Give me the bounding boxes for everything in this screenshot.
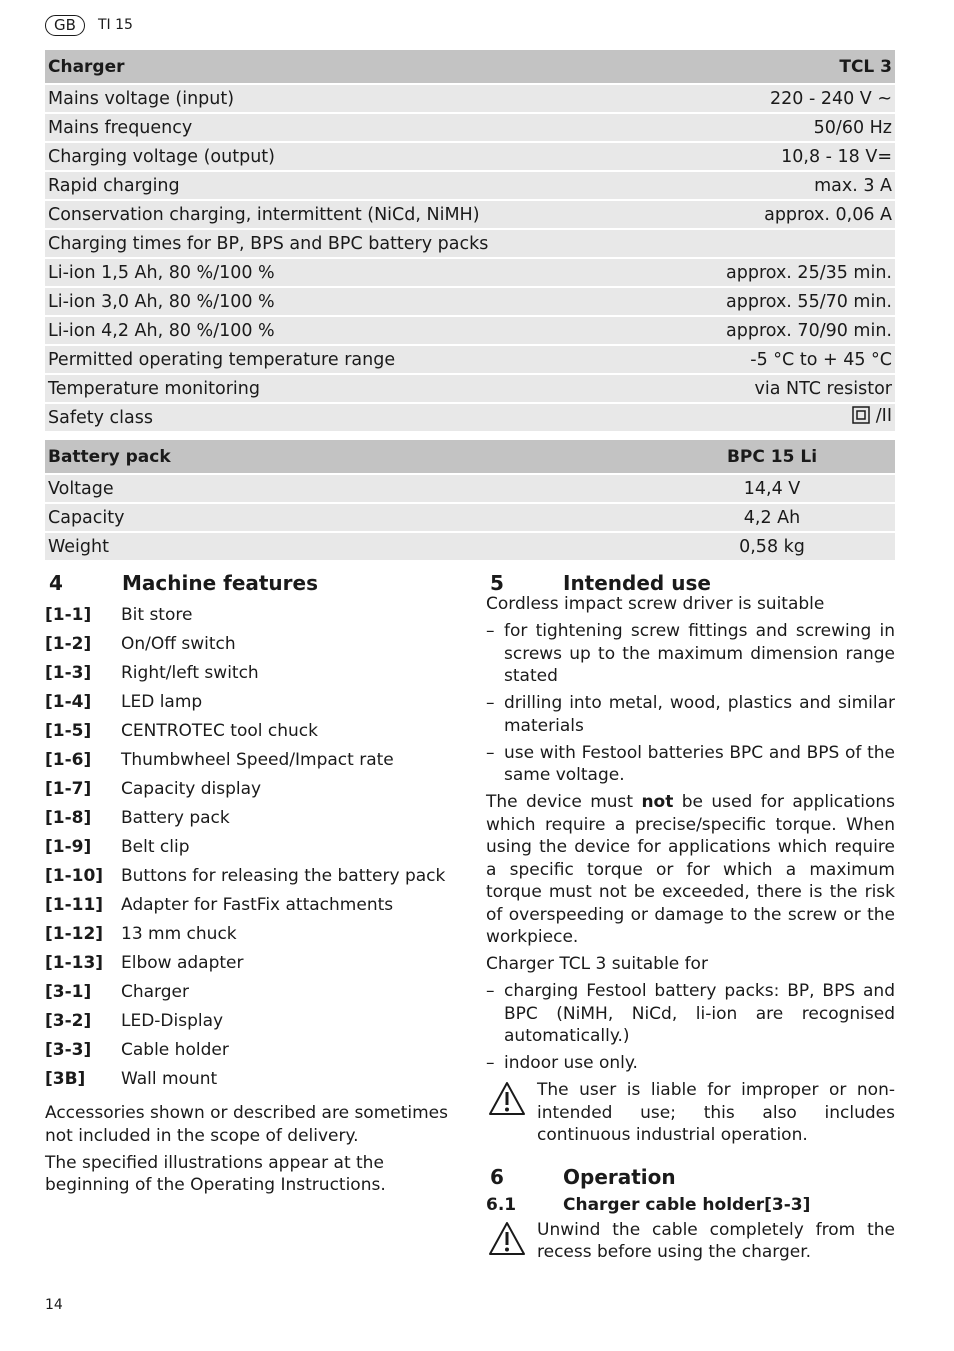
- feature-item: [45, 746, 457, 775]
- spec-label: Capacity: [45, 504, 649, 533]
- double-insulation-icon: [852, 406, 870, 429]
- feature-code: [1-4]: [45, 692, 92, 713]
- spec-value: TCL 3: [659, 50, 895, 85]
- feature-label: LED lamp: [121, 692, 203, 713]
- spec-label: Charging voltage (output): [45, 143, 659, 172]
- section-number: 4: [49, 571, 63, 595]
- spec-value: 4,2 Ah: [649, 504, 895, 533]
- spec-value: approx. 70/90 min.: [659, 317, 895, 346]
- feature-label: Elbow adapter: [121, 953, 244, 974]
- language-badge: GB: [45, 15, 85, 36]
- table-row: [45, 230, 895, 259]
- feature-label: Wall mount: [121, 1069, 218, 1090]
- feature-code: [1-5]: [45, 721, 92, 742]
- bullet-item: – drilling into metal, wood, plastics and similar materials: [486, 692, 895, 737]
- feature-label: Belt clip: [121, 837, 190, 858]
- safety-class-value: /II: [875, 406, 892, 426]
- feature-code: [1-3]: [45, 663, 92, 684]
- feature-item: [45, 833, 457, 862]
- feature-label: 13 mm chuck: [121, 924, 237, 945]
- table-header-row: [45, 50, 895, 85]
- spec-value: 220 - 240 V ~: [659, 85, 895, 114]
- feature-code: [3-2]: [45, 1011, 92, 1032]
- feature-label: Thumbwheel Speed/Impact rate: [121, 750, 394, 771]
- feature-item: [45, 920, 457, 949]
- charger-spec-table: [45, 50, 895, 433]
- feature-label: Charger: [121, 982, 189, 1003]
- feature-item: [45, 1036, 457, 1065]
- feature-item: [45, 775, 457, 804]
- feature-label: CENTROTEC tool chuck: [121, 721, 318, 742]
- spec-label: Charging times for BP, BPS and BPC battery packs: [45, 230, 659, 259]
- feature-item: [45, 601, 457, 630]
- feature-code: [1-2]: [45, 634, 92, 655]
- feature-item: [45, 659, 457, 688]
- document-code: TI 15: [98, 17, 133, 33]
- section-title: Machine features: [122, 571, 319, 595]
- feature-label: Cable holder: [121, 1040, 229, 1061]
- table-row: [45, 346, 895, 375]
- charger-use-list: [486, 980, 895, 1075]
- feature-code: [1-1]: [45, 605, 92, 626]
- feature-item: [45, 1065, 457, 1094]
- feature-label: Bit store: [121, 605, 193, 626]
- spec-label: Weight: [45, 533, 649, 562]
- spec-value: BPC 15 Li: [649, 440, 895, 475]
- spec-label: Battery pack: [45, 440, 649, 475]
- feature-code: [3B]: [45, 1069, 86, 1090]
- table-row: [45, 288, 895, 317]
- warning-text: Unwind the cable completely from the recess before using the charger.: [537, 1219, 895, 1262]
- feature-item: [45, 804, 457, 833]
- bullet-item: – for tightening screw fittings and screwing in screws up to the maximum dimension range stated: [486, 620, 895, 688]
- spec-value: approx. 0,06 A: [659, 201, 895, 230]
- table-row: [45, 114, 895, 143]
- intended-use-intro: Cordless impact screw driver is suitable: [486, 594, 825, 614]
- table-row: [45, 259, 895, 288]
- liability-warning: [486, 1079, 895, 1147]
- feature-item: [45, 630, 457, 659]
- bullet-item: – indoor use only.: [486, 1052, 895, 1075]
- spec-label: Mains voltage (input): [45, 85, 659, 114]
- warning-triangle-icon: [488, 1221, 528, 1264]
- spec-label: Permitted operating temperature range: [45, 346, 659, 375]
- warning-text: The user is liable for improper or non-intended use; this also includes continuous industrial operation.: [537, 1080, 895, 1145]
- feature-item: [45, 862, 457, 891]
- left-column: [45, 569, 457, 1201]
- table-row: [45, 533, 895, 562]
- spec-label: Conservation charging, intermittent (NiCd, NiMH): [45, 201, 659, 230]
- spec-value: max. 3 A: [659, 172, 895, 201]
- accessories-note: Accessories shown or described are sometimes not included in the scope of delivery.: [45, 1103, 448, 1146]
- subsection-number: 6.1: [486, 1194, 517, 1215]
- intended-use-list: [486, 620, 895, 787]
- feature-label: Buttons for releasing the battery pack: [121, 866, 446, 887]
- page-number: 14: [45, 1297, 63, 1313]
- spec-value: [659, 230, 895, 259]
- bullet-item: – charging Festool battery packs: BP, BPS and BPC (NiMH, NiCd, li-ion are recognised automatically.): [486, 980, 895, 1048]
- section-6-heading: [486, 1163, 895, 1191]
- spec-value: -5 °C to + 45 °C: [659, 346, 895, 375]
- charger-intro: Charger TCL 3 suitable for: [486, 954, 708, 974]
- table-row: [45, 404, 895, 433]
- table-row: [45, 375, 895, 404]
- subsection-6-1-heading: [486, 1193, 895, 1217]
- feature-code: [1-10]: [45, 866, 104, 887]
- spec-value: [659, 404, 895, 433]
- bullet-item: – use with Festool batteries BPC and BPS of the same voltage.: [486, 742, 895, 787]
- feature-item: [45, 891, 457, 920]
- table-row: [45, 475, 895, 504]
- battery-spec-table: [45, 440, 895, 562]
- feature-code: [1-9]: [45, 837, 92, 858]
- table-row: [45, 85, 895, 114]
- illustrations-note: The specified illustrations appear at the beginning of the Operating Instructions.: [45, 1152, 386, 1195]
- feature-code: [1-8]: [45, 808, 92, 829]
- spec-label: Li-ion 4,2 Ah, 80 %/100 %: [45, 317, 659, 346]
- warning-triangle-icon: [488, 1081, 528, 1124]
- feature-code: [1-12]: [45, 924, 104, 945]
- table-row: [45, 172, 895, 201]
- spec-value: 50/60 Hz: [659, 114, 895, 143]
- spec-value: via NTC resistor: [659, 375, 895, 404]
- spec-label: Safety class: [45, 404, 659, 433]
- feature-code: [1-6]: [45, 750, 92, 771]
- feature-item: [45, 717, 457, 746]
- section-number: 6: [490, 1164, 504, 1189]
- table-header-row: [45, 440, 895, 475]
- torque-paragraph: The device must not be used for applications which require a precise/specific torque. When using the device for applications which require a specific torque or for which a maximum torque must not be exceeded, there is the risk of overspeeding or damage to the screw or the workpiece.: [486, 792, 895, 947]
- spec-value: approx. 55/70 min.: [659, 288, 895, 317]
- spec-label: Temperature monitoring: [45, 375, 659, 404]
- spec-value: 10,8 - 18 V=: [659, 143, 895, 172]
- right-column: [486, 569, 895, 1268]
- spec-label: Mains frequency: [45, 114, 659, 143]
- table-row: [45, 143, 895, 172]
- section-title: Intended use: [563, 571, 711, 595]
- spec-label: Voltage: [45, 475, 649, 504]
- emphasis-not: not: [641, 792, 674, 812]
- spec-label: Li-ion 3,0 Ah, 80 %/100 %: [45, 288, 659, 317]
- table-row: [45, 504, 895, 533]
- page-header: [45, 13, 133, 37]
- spec-value: 0,58 kg: [649, 533, 895, 562]
- feature-code: [1-11]: [45, 895, 104, 916]
- spec-label: Rapid charging: [45, 172, 659, 201]
- section-4-heading: [45, 569, 457, 597]
- subsection-title: Charger cable holder[3-3]: [563, 1194, 811, 1215]
- spec-label: Li-ion 1,5 Ah, 80 %/100 %: [45, 259, 659, 288]
- feature-code: [3-1]: [45, 982, 92, 1003]
- table-row: [45, 317, 895, 346]
- machine-features-list: [45, 601, 457, 1094]
- feature-label: On/Off switch: [121, 634, 236, 655]
- feature-label: Capacity display: [121, 779, 262, 800]
- spec-label: Charger: [45, 50, 659, 85]
- table-row: [45, 201, 895, 230]
- feature-label: LED-Display: [121, 1011, 224, 1032]
- feature-item: [45, 1007, 457, 1036]
- feature-code: [1-13]: [45, 953, 104, 974]
- feature-item: [45, 949, 457, 978]
- feature-code: [3-3]: [45, 1040, 92, 1061]
- feature-label: Adapter for FastFix attachments: [121, 895, 394, 916]
- cable-warning: [486, 1219, 895, 1264]
- spec-value: approx. 25/35 min.: [659, 259, 895, 288]
- section-number: 5: [490, 571, 504, 595]
- feature-label: Battery pack: [121, 808, 230, 829]
- feature-label: Right/left switch: [121, 663, 259, 684]
- spec-value: 14,4 V: [649, 475, 895, 504]
- feature-item: [45, 688, 457, 717]
- feature-item: [45, 978, 457, 1007]
- feature-code: [1-7]: [45, 779, 92, 800]
- section-title: Operation: [563, 1164, 676, 1189]
